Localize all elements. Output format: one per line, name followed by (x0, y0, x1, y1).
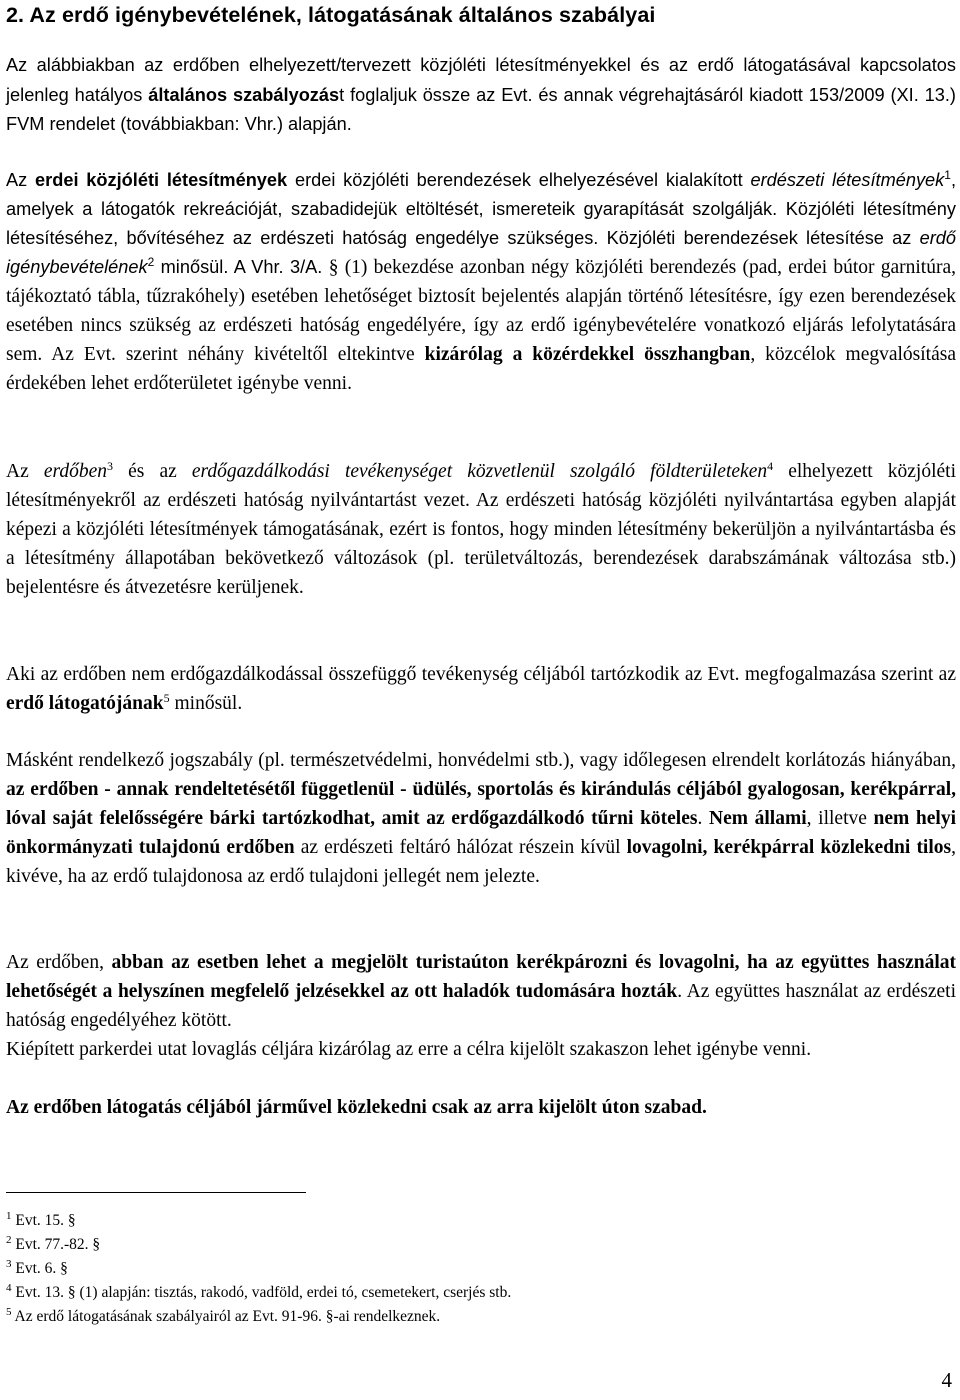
footnote-item: $^1$ Evt. 15. § (6, 1210, 76, 1229)
registry-paragraph: Az erdőben$^3$ és az erdőgazdálkodási tevékenységet közvetlenül szolgáló földterületeken$^4$ elhelyezett közjóléti létesítményekről az erdészeti hatóság nyilvántartást vezet. Az erdészeti hatóság közjóléti nyilvántartása egyben alapját képezi a közjóléti létesítmények támogatásának, ezért is fontos, hogy minden létesítmény bekerüljön a nyilvántartásba és a létesítmény állapotában bekövetkező változások (pl. területváltozás, berendezések darabszámának változása stb.) bejelentésre és átvezetésre kerüljenek. (6, 459, 956, 598)
section-heading: 2. Az erdő igénybevételének, látogatásának általános szabályai (6, 3, 656, 27)
vehicle-paragraph: Az erdőben látogatás céljából járművel közlekedni csak az arra kijelölt úton szabad. (6, 1097, 707, 1118)
riding-paragraph: Kiépített parkerdei utat lovaglás céljára kizárólag az erre a célra kijelölt szakaszon lehet igénybe venni. (6, 1039, 812, 1060)
visitor-paragraph: Aki az erdőben nem erdőgazdálkodással összefüggő tevékenység céljából tartózkodik az Evt. megfogalmazása szerint az erdő látogatójának$^5$ minősül. (6, 664, 956, 714)
footnote-item: $^2$ Evt. 77.-82. § (6, 1234, 101, 1253)
footnote-item: $^3$ Evt. 6. § (6, 1258, 68, 1277)
footnote-separator (6, 1192, 306, 1193)
footnote-item: $^5$ Az erdő látogatásának szabályairól az Evt. 91-96. §-ai rendelkeznek. (6, 1306, 441, 1325)
page-number: 4 (941, 1368, 952, 1392)
access-rules-paragraph: Másként rendelkező jogszabály (pl. természetvédelmi, honvédelmi stb.), vagy időlegesen elrendelt korlátozás hiányában, az erdőben - annak rendeltetésétől függetlenül - üdülés, sportolás és kirándulás céljából gyalogosan, kerékpárral, lóval saját felelősségére bárki tartózkodhat, amit az erdőgazdálkodó tűrni köteles. Nem állami, illetve nem helyi önkormányzati tulajdonú erdőben az erdészeti feltáró hálózat részein kívül lovagolni, kerékpárral közlekedni tilos, kivéve, ha az erdő tulajdonosa az erdő tulajdoni jellegét nem jelezte. (6, 750, 957, 887)
shared-trail-paragraph: Az erdőben, abban az esetben lehet a megjelölt turistaúton kerékpározni és lovagolni, ha az együttes használat lehetőségét a helyszínen megfelelő jelzésekkel az ott haladók tudomására hozták. Az együttes használat az erdészeti hatóság engedélyéhez kötött. (6, 952, 957, 1031)
footnote-item: $^4$ Evt. 13. § (1) alapján: tisztás, rakodó, vadföld, erdei tó, csemetekert, cserjés stb. (6, 1282, 512, 1301)
facilities-paragraph: Az erdei közjóléti létesítmények erdei közjóléti berendezések elhelyezésével kialakított erdészeti létesítmények$^1$, amelyek a látogatók rekreációját, szabadidejük eltöltését, ismereteik gyarapítását szolgálják. Közjóléti létesítmény létesítéséhez, bővítéséhez az erdészeti hatóság engedélye szükséges. Közjóléti berendezések létesítése az erdő igénybevételének$^2$ minősül. A Vhr. 3/A. § (1) bekezdése azonban négy közjóléti berendezés (pad, erdei bútor garnitúra, tájékoztató tábla, tűzrakóhely) esetében lehetőséget biztosít bejelentés alapján történő létesítésre, így ezen berendezések esetében nincs szükség az erdészeti hatóság engedélyére, így az erdő igénybevételére vonatkozó eljárás lefolytatására sem. Az Evt. szerint néhány kivételtől eltekintve kizárólag a közérdekkel összhangban, közcélok megvalósítása érdekében lehet erdőterületet igénybe venni. (6, 168, 956, 394)
intro-paragraph: Az alábbiakban az erdőben elhelyezett/tervezett közjóléti létesítményekkel és az erdő látogatásával kapcsolatos jelenleg hatályos általános szabályozást foglaljuk össze az Evt. és annak végrehajtásáról kiadott 153/2009 (XI. 13.) FVM rendelet (továbbiakban: Vhr.) alapján. (6, 55, 956, 134)
footnotes (6, 1209, 511, 1329)
